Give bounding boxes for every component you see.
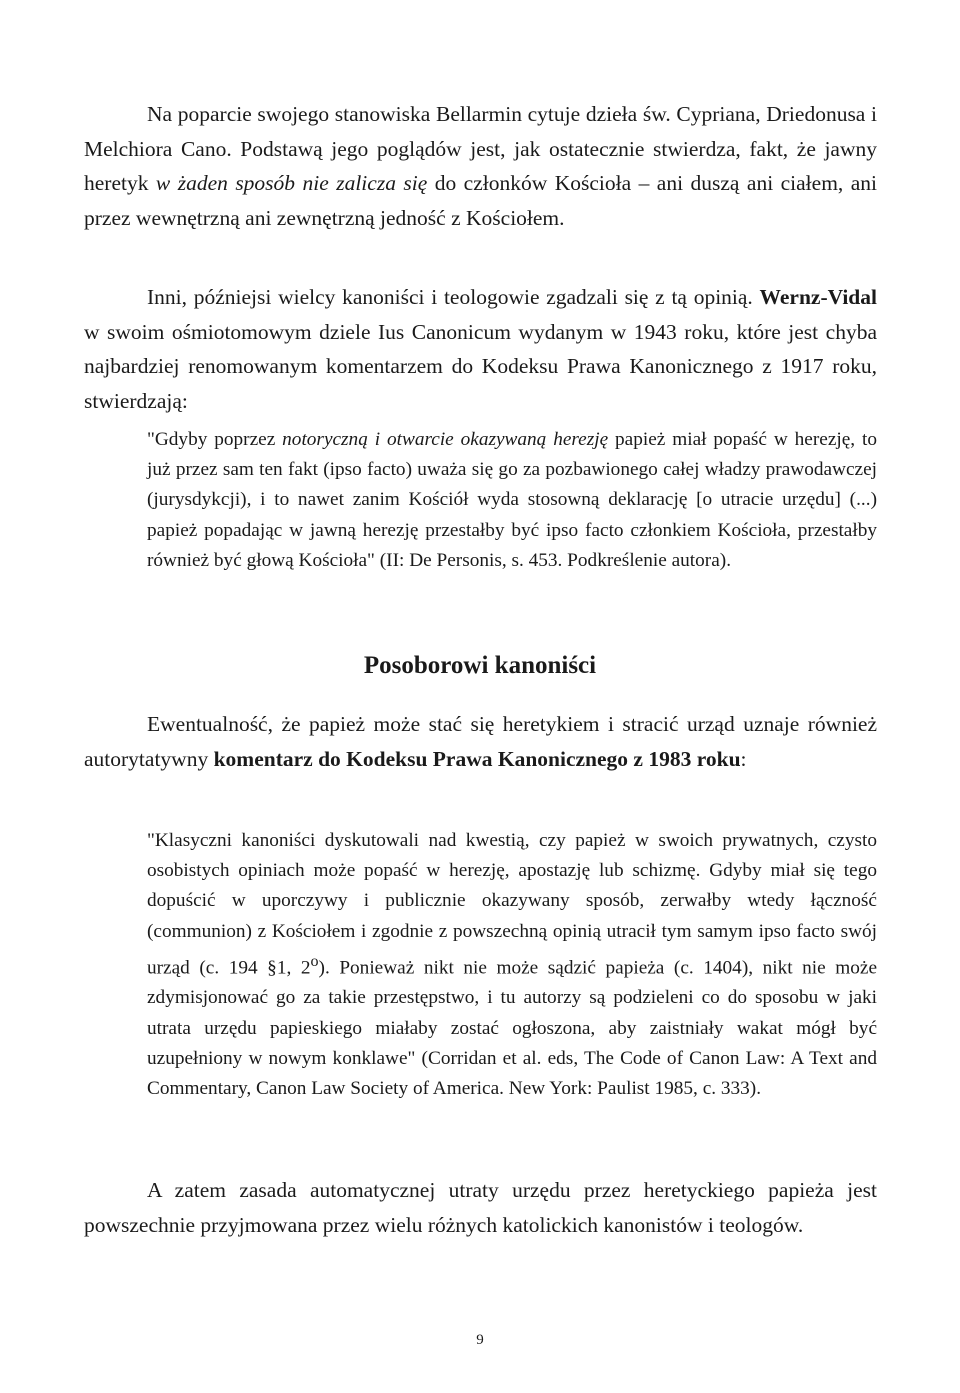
emphasized-phrase: w żaden sposób nie zalicza się xyxy=(155,171,428,195)
superscript-ordinal: o xyxy=(310,952,319,970)
paragraph-text: Inni, późniejsi wielcy kanoniści i teologowie zgadzali się z tą opinią. xyxy=(147,285,760,309)
paragraph-conclusion xyxy=(84,1173,877,1242)
bold-commentary-title: komentarz do Kodeksu Prawa Kanonicznego z 1983 roku xyxy=(213,746,741,771)
paragraph-text: A zatem zasada automatycznej utraty urzędu przez heretyckiego papieża jest powszechnie przyjmowana przez wielu różnych katolickich kanonistów i teologów. xyxy=(84,1178,877,1237)
emphasized-phrase: notoryczną i otwarcie okazywaną herezję xyxy=(282,429,609,450)
block-quote-corridan xyxy=(147,826,877,1104)
paragraph-text: do członków Kościoła – ani duszą ani ciałem, ani przez wewnętrzną ani zewnętrzną jedność z Kościołem. xyxy=(84,171,878,230)
quote-text: papież miał popaść w herezję, to już przez sam ten fakt (ipso facto) uważa się go za pozbawionego całej władzy prawodawczej (jurysdykcji), i to nawet zanim Kościół wyda stosowną deklarację [o utracie urzędu] (...) papież popadając w jawną herezję przestałby być ipso facto członkiem Kościoła, przestałby również być głową Kościoła" (II: De Personis, s. 453. Podkreślenie autora). xyxy=(147,429,877,571)
bold-author-name: Wernz-Vidal xyxy=(759,285,877,309)
paragraph-wernz-vidal xyxy=(84,280,877,418)
paragraph-1983-commentary xyxy=(84,707,877,776)
paragraph-text: Ewentualność, że papież może stać się heretykiem i stracić urząd uznaje również autorytatywny xyxy=(84,712,877,771)
paragraph-text: w swoim ośmiotomowym dziele Ius Canonicum wydanym w 1943 roku, które jest chyba najbardziej renomowanym komentarzem do Kodeksu Prawa Kanonicznego z 1917 roku, stwierdzają: xyxy=(84,319,877,413)
paragraph-bellarmin xyxy=(84,97,877,235)
section-heading: Posoborowi kanoniści xyxy=(363,652,597,679)
paragraph-text: : xyxy=(740,746,747,771)
page-number: 9 xyxy=(476,1332,484,1348)
quote-text: "Klasyczni kanoniści dyskutowali nad kwestią, czy papież w swoich prywatnych, czysto osobistych opiniach może popaść w herezję, apostazję lub schizmę. Gdyby miał się tego dopuścić w uporczywy i publicznie okazywany sposób, zerwałby wtedy łączność (communion) z Kościołem i zgodnie z powszechną opinią utracił tym samym ipso facto swój urząd (c. 194 §1, 2 xyxy=(147,830,877,979)
quote-text: "Gdyby poprzez xyxy=(147,429,283,450)
paragraph-text: Na poparcie swojego stanowiska Bellarmin cytuje dzieła św. Cypriana, Driedonusa i Melchiora Cano. Podstawą jego poglądów jest, jak ostatecznie stwierdza, fakt, że jawny heretyk xyxy=(84,102,877,195)
block-quote-ius-canonicum xyxy=(147,425,877,576)
quote-text: ). Ponieważ nikt nie może sądzić papieża (c. 1404), nikt nie może zdymisjonować go za takie przestępstwo, i tu autorzy są podzieleni co do sposobu w jaki utrata urzędu papieskiego miałaby zostać ogłoszona, aby zaistniały wakat mógł być uzupełniony w nowym konklawe" (Corridan et al. eds, The Code of Canon Law: A Text and Commentary, Canon Law Society of America. New York: Paulist 1985, c. 333). xyxy=(147,957,878,1100)
